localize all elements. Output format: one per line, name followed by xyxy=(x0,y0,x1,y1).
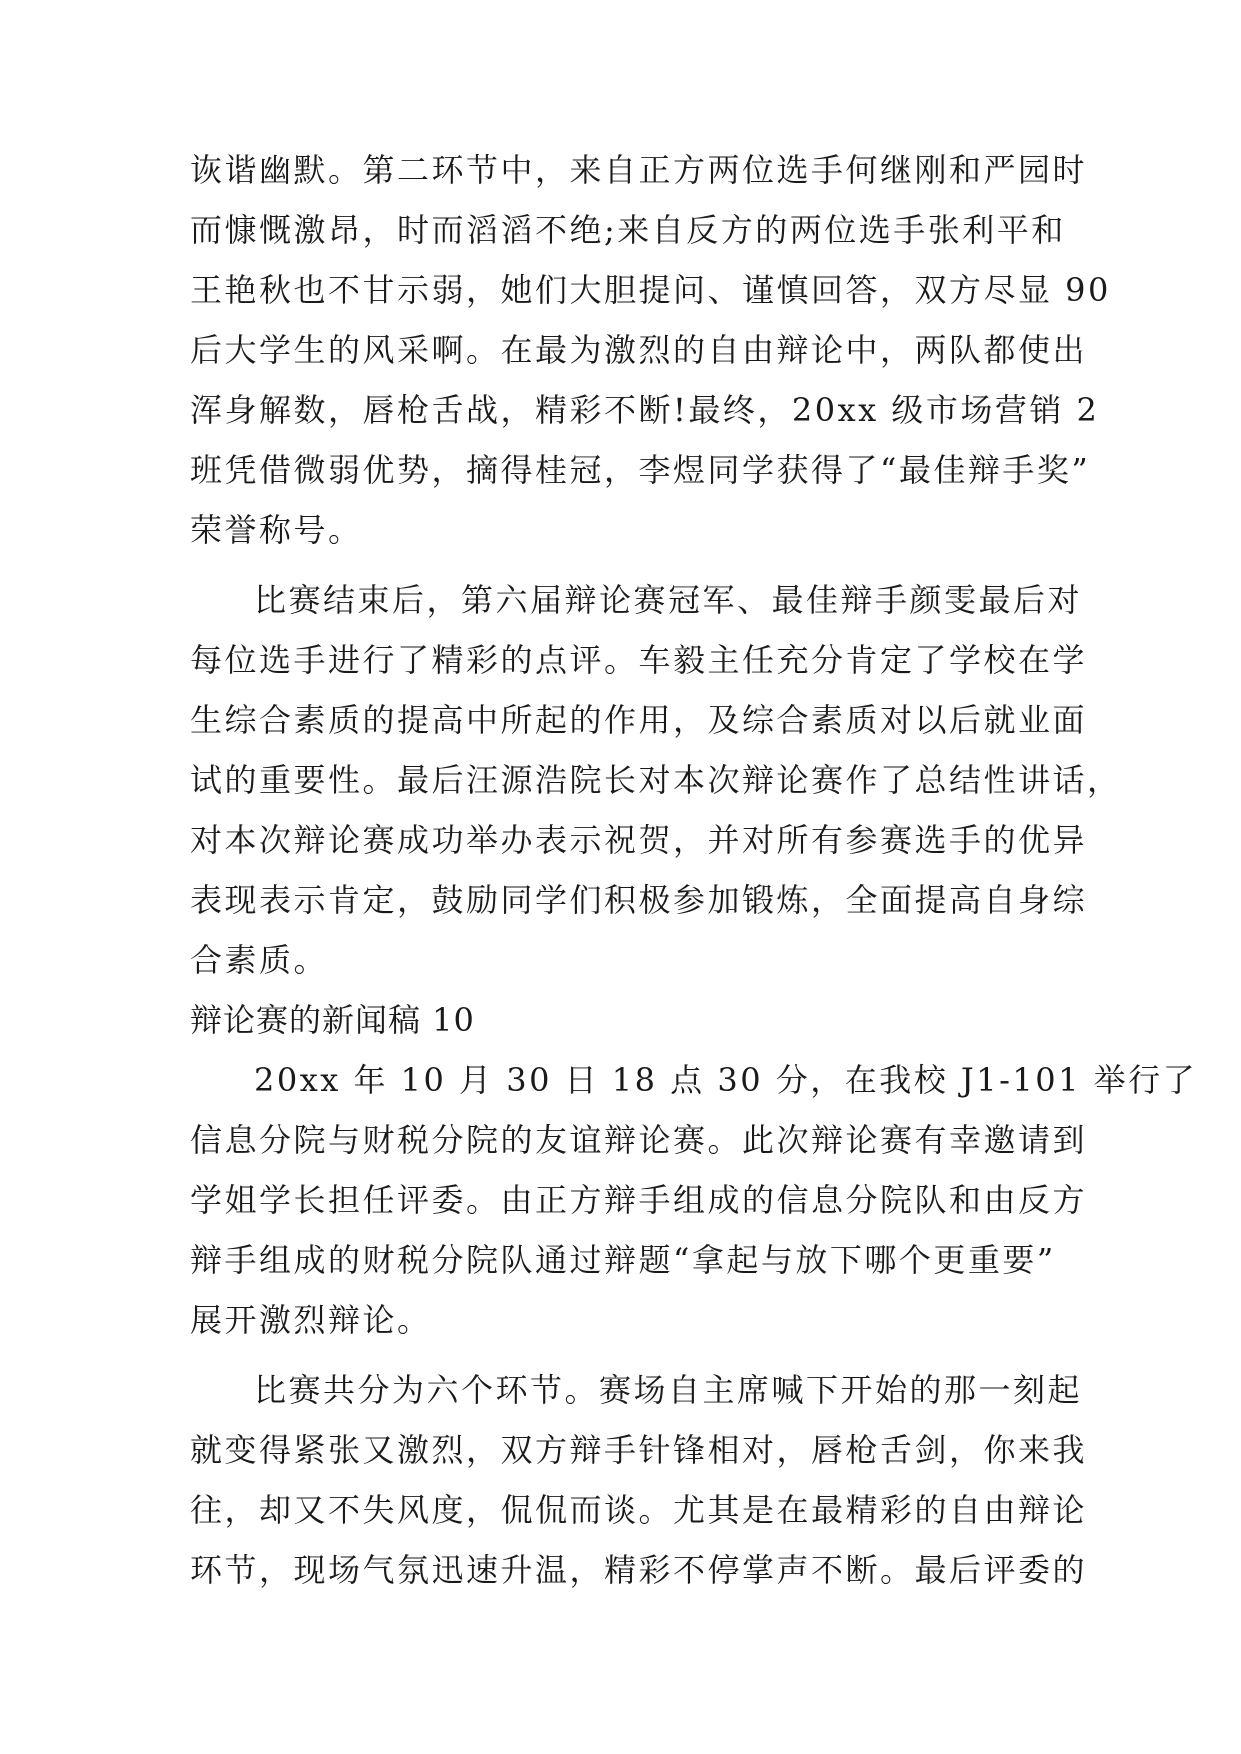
text-line: 往，却又不失风度，侃侃而谈。尤其是在最精彩的自由辩论 xyxy=(190,1491,1088,1529)
paragraph-first-line: 比赛结束后，第六届辩论赛冠军、最佳辩手颜雯最后对 xyxy=(254,581,1083,619)
text-line: 荣誉称号。 xyxy=(190,511,363,549)
paragraph-first-line: 20xx 年 10 月 30 日 18 点 30 分，在我校 J1-101 举行了 xyxy=(254,1061,1198,1099)
text-line: 合素质。 xyxy=(190,941,329,979)
paragraph-first-line: 比赛共分为六个环节。赛场自主席喊下开始的那一刻起 xyxy=(254,1371,1083,1409)
text-line: 诙谐幽默。第二环节中，来自正方两位选手何继刚和严园时 xyxy=(190,151,1088,189)
text-line: 王艳秋也不甘示弱，她们大胆提问、谨慎回答，双方尽显 90 xyxy=(190,271,1111,309)
text-line: 对本次辩论赛成功举办表示祝贺，并对所有参赛选手的优异 xyxy=(190,821,1088,859)
text-line: 而慷慨激昂，时而滔滔不绝;来自反方的两位选手张利平和 xyxy=(190,211,1066,249)
text-line: 每位选手进行了精彩的点评。车毅主任充分肯定了学校在学 xyxy=(190,641,1088,679)
text-line: 表现表示肯定，鼓励同学们积极参加锻炼，全面提高自身综 xyxy=(190,881,1088,919)
text-line: 辩手组成的财税分院队通过辩题“拿起与放下哪个更重要” xyxy=(190,1241,1056,1279)
text-line: 学姐学长担任评委。由正方辩手组成的信息分院队和由反方 xyxy=(190,1181,1088,1219)
text-line: 信息分院与财税分院的友谊辩论赛。此次辩论赛有幸邀请到 xyxy=(190,1121,1088,1159)
text-line: 试的重要性。最后汪源浩院长对本次辩论赛作了总结性讲话， xyxy=(190,761,1122,799)
text-line: 环节，现场气氛迅速升温，精彩不停掌声不断。最后评委的 xyxy=(190,1551,1088,1589)
text-line: 生综合素质的提高中所起的作用，及综合素质对以后就业面 xyxy=(190,701,1088,739)
text-line: 浑身解数，唇枪舌战，精彩不断!最终，20xx 级市场营销 2 xyxy=(190,391,1100,429)
section-heading: 辩论赛的新闻稿 10 xyxy=(190,1001,475,1039)
text-line: 后大学生的风采啊。在最为激烈的自由辩论中，两队都使出 xyxy=(190,331,1088,369)
text-line: 班凭借微弱优势，摘得桂冠，李煜同学获得了“最佳辩手奖” xyxy=(190,451,1091,489)
text-line: 展开激烈辩论。 xyxy=(190,1301,432,1339)
text-line: 就变得紧张又激烈，双方辩手针锋相对，唇枪舌剑，你来我 xyxy=(190,1431,1088,1469)
